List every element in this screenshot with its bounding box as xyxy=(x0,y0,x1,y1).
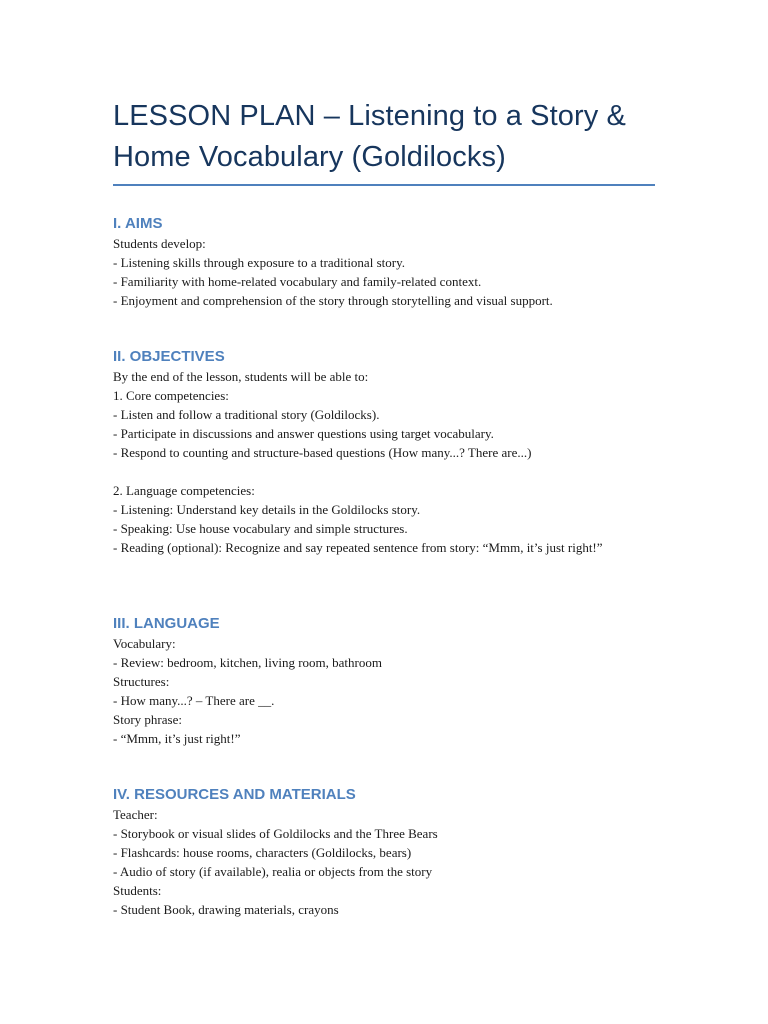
body-line: Teacher: xyxy=(113,807,158,822)
body-line: - How many...? – There are __. xyxy=(113,693,275,708)
body-line: - Audio of story (if available), realia or objects from the story xyxy=(113,864,433,879)
body-line: Story phrase: xyxy=(113,712,182,727)
body-line: - Participate in discussions and answer questions using target vocabulary. xyxy=(113,426,494,441)
section-heading-objectives: II. OBJECTIVES xyxy=(113,348,225,365)
section-resources xyxy=(113,785,438,919)
body-line: - Storybook or visual slides of Goldilocks and the Three Bears xyxy=(113,826,438,841)
body-line: 2. Language competencies: xyxy=(113,483,255,498)
section-objectives xyxy=(113,347,603,557)
body-line: - Listen and follow a traditional story (Goldilocks). xyxy=(113,407,380,422)
section-body-aims xyxy=(113,234,553,310)
body-line: - Familiarity with home-related vocabulary and family-related context. xyxy=(113,274,482,289)
body-line: - Review: bedroom, kitchen, living room, bathroom xyxy=(113,655,382,670)
section-body-language xyxy=(113,634,382,748)
section-heading-resources: IV. RESOURCES AND MATERIALS xyxy=(113,786,356,803)
body-line: Vocabulary: xyxy=(113,636,176,651)
section-aims xyxy=(113,214,553,310)
body-line: - Speaking: Use house vocabulary and simple structures. xyxy=(113,521,408,536)
body-line: - Flashcards: house rooms, characters (Goldilocks, bears) xyxy=(113,845,412,860)
section-heading-language: III. LANGUAGE xyxy=(113,615,220,632)
body-line: - Listening: Understand key details in the Goldilocks story. xyxy=(113,502,421,517)
document-title: LESSON PLAN – Listening to a Story & Home Vocabulary (Goldilocks) xyxy=(113,100,626,173)
document-page xyxy=(113,96,655,917)
body-line: 1. Core competencies: xyxy=(113,388,229,403)
body-line: Structures: xyxy=(113,674,170,689)
section-heading-aims: I. AIMS xyxy=(113,215,163,232)
body-line: By the end of the lesson, students will be able to: xyxy=(113,369,369,384)
blank-line xyxy=(113,462,603,481)
section-body-objectives xyxy=(113,367,603,557)
body-line: - Respond to counting and structure-based questions (How many...? There are...) xyxy=(113,445,532,460)
body-line: - Enjoyment and comprehension of the story through storytelling and visual support. xyxy=(113,293,553,308)
body-line: Students: xyxy=(113,883,162,898)
body-line: - Student Book, drawing materials, crayons xyxy=(113,902,339,917)
section-language xyxy=(113,614,382,748)
body-line: - Listening skills through exposure to a traditional story. xyxy=(113,255,405,270)
section-body-resources xyxy=(113,805,438,919)
body-line: - “Mmm, it’s just right!” xyxy=(113,731,241,746)
title-underline-rule xyxy=(113,184,655,186)
body-line: - Reading (optional): Recognize and say repeated sentence from story: “Mmm, it’s just right!” xyxy=(113,540,603,555)
body-line: Students develop: xyxy=(113,236,206,251)
